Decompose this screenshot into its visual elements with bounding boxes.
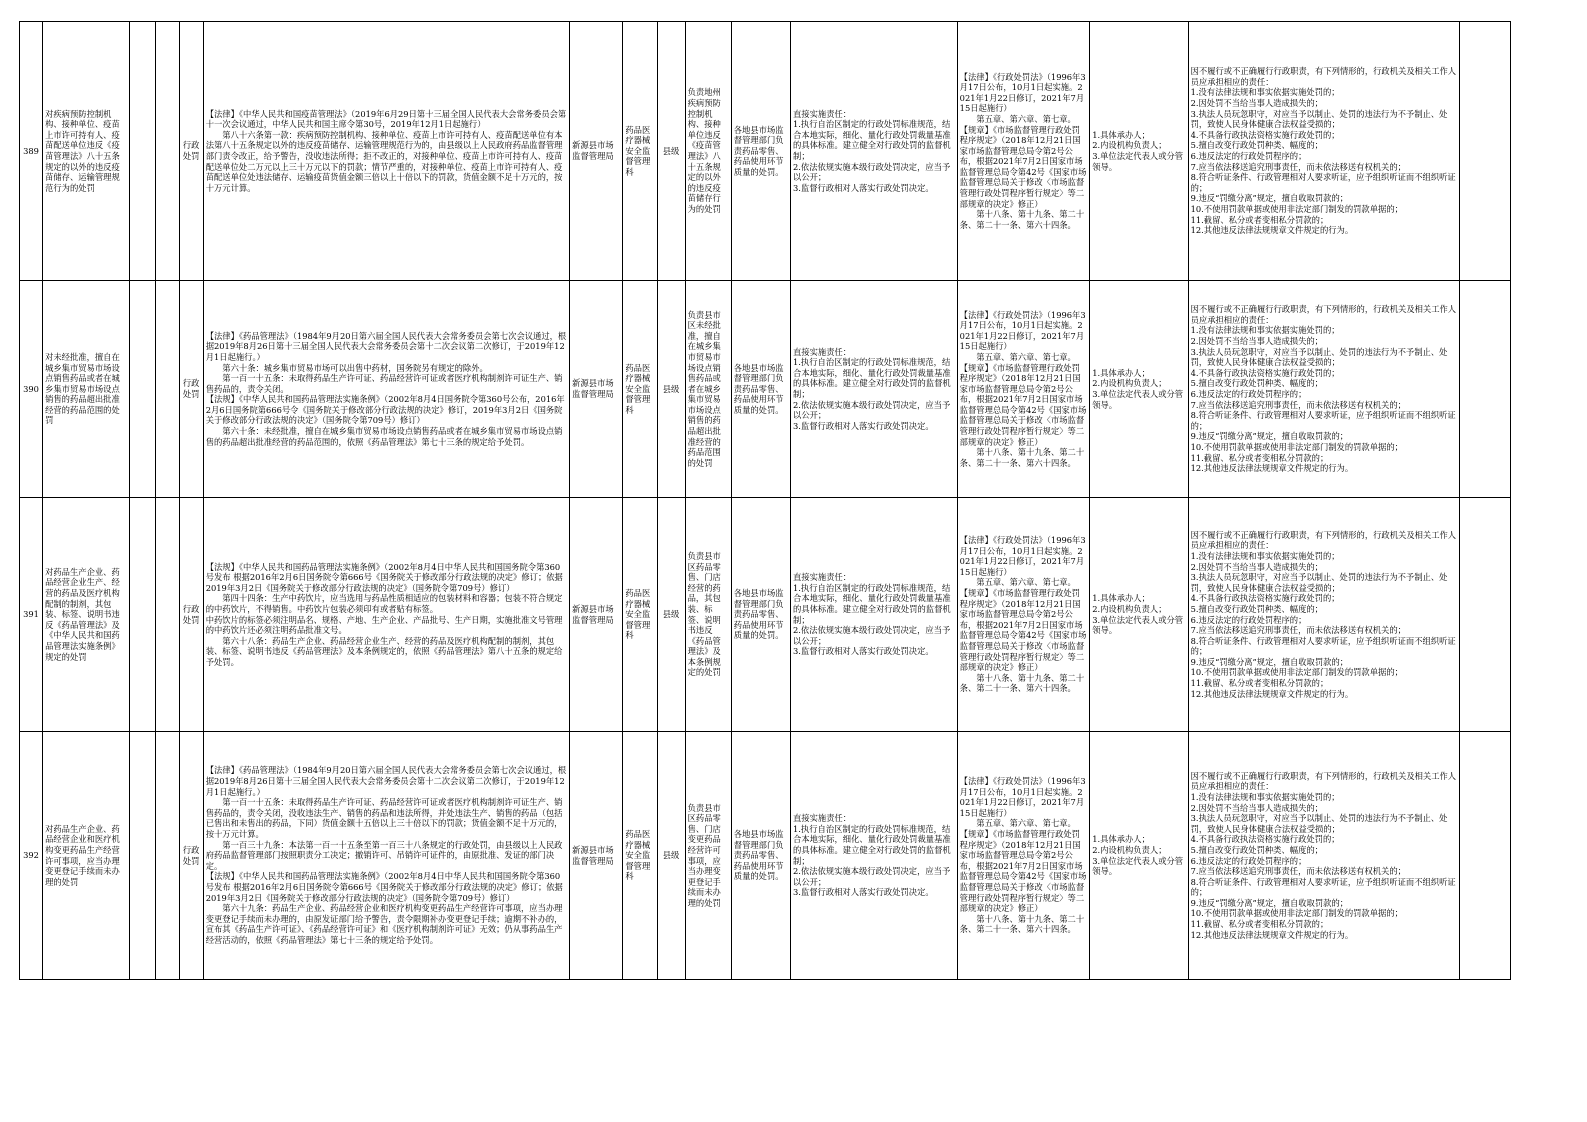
power-list-table xyxy=(19,21,1511,980)
power-type: 行政处罚 xyxy=(179,22,203,281)
legal-basis: 【法律】《中华人民共和国疫苗管理法》（2019年6月29日第十三届全国人民代表大会常务委员会第十一次会议通过，中华人民共和国主席令第30号，2019年12月1日起施行） 第八十六条第一款：疾病预防控制机构、接种单位、疫苗上市许可持有人、疫苗配送单位有本法第八十五条规定以外的违反疫苗储存、运输管理规范行为的，由县级以上人民政府药品监督管理部门责令改正，给予警告，没收违法所得；拒不改正的，对接种单位、疫苗上市许可持有人、疫苗配送单位处二万元以上三十万元以下的罚款；情节严重的，对接种单位、疫苗上市许可持有人、疫苗配送单位处违法储存、运输疫苗货值金额三倍以上十倍以下的罚款，货值金额不足十万元的，按十万元计算。 xyxy=(203,22,569,281)
accountability-situations: 因不履行或不正确履行行政职责，有下列情形的，行政机关及相关工作人员应承担相应的责任： 1.没有法律法规和事实依据实施处罚的； 2.因处罚不当给当事人造成损失的； 3.执法人员玩忽职守，对应当予以制止、处罚的违法行为不予制止、处罚，致使人民身体健康合法权益受损的； 4.不具备行政执法资格实施行政处罚的； 5.擅自改变行政处罚种类、幅度的； 6.违反法定的行政处罚程序的； 7.应当依法移送追究刑事责任，而未依法移送有权机关的； 8.符合听证条件、行政管理相对人要求听证，应予组织听证而不组织听证的； 9.违反“罚缴分离”规定，擅自收取罚款的； 10.不使用罚款单据或使用非法定部门制发的罚款单据的； 11.截留、私分或者变相私分罚款的； 12.其他违反法律法规规章文件规定的行为。 xyxy=(1188,22,1459,281)
legal-basis: 【法律】《药品管理法》（1984年9月20日第六届全国人民代表大会常务委员会第七次会议通过，根据2019年8月26日第十三届全国人民代表大会常务委员会第十二次会议第二次修订，于2019年12月1日起施行。） 第六十条：城乡集市贸易市场可以出售中药材，国务院另有规定的除外。 第一百一十五条：未取得药品生产许可证、药品经营许可证或者医疗机构制剂许可证生产、销售药品的，责令关闭。 【法规】《中华人民共和国药品管理法实施条例》（2002年8月4日国务院令第360号公布，2016年2月6日国务院第666号令《国务院关于修改部分行政法规的决定》修订，2019年3月2日《国务院关于修改部分行政法规的决定》（国务院令第709号）修订） 第六十条：未经批准，擅自在城乡集市贸易市场设点销售药品或者在城乡集市贸易市场设点销售的药品超出批准经营的药品范围的，依照《药品管理法》第七十三条的规定给予处罚。 xyxy=(203,281,569,498)
power-type: 行政处罚 xyxy=(179,498,203,732)
county-division: 各地县市场监督管理部门负责药品零售、药品使用环节质量的处罚。 xyxy=(731,281,790,498)
county-division: 各地县市场监督管理部门负责药品零售、药品使用环节质量的处罚。 xyxy=(731,498,790,732)
item-name: 对药品生产企业、药品经营企业和医疗机构变更药品生产经营许可事项，应当办理变更登记手续而未办理的处罚 xyxy=(43,732,130,980)
empty-cell xyxy=(155,732,179,980)
duty-items: 直接实施责任： 1.执行自治区制定的行政处罚标准规范，结合本地实际，细化、量化行政处罚裁量基准的具体标准。建立健全对行政处罚的监督机制； 2.依法依规实施本级行政处罚决定，应当予以公开； 3.监督行政相对人落实行政处罚决定。 xyxy=(791,22,958,281)
power-type: 行政处罚 xyxy=(179,732,203,980)
legal-basis: 【法律】《药品管理法》（1984年9月20日第六届全国人民代表大会常务委员会第七次会议通过，根据2019年8月26日第十三届全国人民代表大会常务委员会第十二次会议第二次修订，于2019年12月1日起施行。） 第一百一十五条：未取得药品生产许可证、药品经营许可证或者医疗机构制剂许可证生产、销售药品的，责令关闭，没收违法生产、销售的药品和违法所得，并处违法生产、销售的药品（包括已售出和未售出的药品，下同）货值金额十五倍以上三十倍以下的罚款；货值金额不足十万元的，按十万元计算。 第一百三十九条：本法第一百一十五条至第一百三十八条规定的行政处罚，由县级以上人民政府药品监督管理部门按照职责分工决定；撤销许可、吊销许可证件的，由原批准、发证的部门决定。 【法规】《中华人民共和国药品管理法实施条例》（2002年8月4日中华人民共和国国务院令第360号发布 根据2016年2月6日国务院令第666号《国务院关于修改部分行政法规的决定》修订；依据2019年3月2日《国务院关于修改部分行政法规的决定》（国务院令第709号）修订） 第六十九条：药品生产企业、药品经营企业和医疗机构变更药品生产经营许可事项，应当办理变更登记手续而未办理的，由原发证部门给予警告，责令限期补办变更登记手续；逾期不补办的，宣布其《药品生产许可证》、《药品经营许可证》和《医疗机构制剂许可证》无效；仍从事药品生产经营活动的，依照《药品管理法》第七十三条的规定给予处罚。 xyxy=(203,732,569,980)
responsible-subject: 1.具体承办人； 2.内设机构负责人； 3.单位法定代表人或分管领导。 xyxy=(1090,281,1188,498)
remarks xyxy=(1459,732,1510,980)
implementing-department: 新源县市场监督管理局 xyxy=(570,22,623,281)
exercise-level: 县级 xyxy=(657,732,685,980)
jurisdiction-scope: 负责县市区未经批准，擅自在城乡集市贸易市场设点销售药品或者在城乡集市贸易市场设点销售的药品超出批准经营的药品范围的处罚 xyxy=(685,281,731,498)
responsible-subject: 1.具体承办人； 2.内设机构负责人； 3.单位法定代表人或分管领导。 xyxy=(1090,732,1188,980)
empty-cell xyxy=(130,732,155,980)
remarks xyxy=(1459,281,1510,498)
empty-cell xyxy=(155,22,179,281)
county-division: 各地县市场监督管理部门负责药品零售、药品使用环节质量的处罚。 xyxy=(731,732,790,980)
duty-legal-basis: 【法律】《行政处罚法》（1996年3月17日公布，10月1日起实施。2021年1月22日修订，2021年7月15日起施行） 第五章、第六章、第七章。 【规章】《市场监督管理行政处罚程序规定》（2018年12月21日国家市场监督管理总局令第2号公布，根据2021年7月2日国家市场监督管理总局令第42号《国家市场监督管理总局关于修改〈市场监督管理行政处罚程序暂行规定〉等二部规章的决定》修正） 第十八条、第十九条、第二十条、第二十一条、第六十四条。 xyxy=(957,281,1090,498)
jurisdiction-scope: 负责县市区药品零售、门店变更药品经营许可事项，应当办理变更登记手续而未办理的处罚 xyxy=(685,732,731,980)
exercise-level: 县级 xyxy=(657,498,685,732)
responsible-office: 药品医疗器械安全监督管理科 xyxy=(623,498,657,732)
responsible-subject: 1.具体承办人； 2.内设机构负责人； 3.单位法定代表人或分管领导。 xyxy=(1090,498,1188,732)
item-number: 389 xyxy=(20,22,43,281)
jurisdiction-scope: 负责地州疾病预防控制机构、接种单位违反《疫苗管理法》八十五条规定的以外的违反疫苗储存行为的处罚 xyxy=(685,22,731,281)
accountability-situations: 因不履行或不正确履行行政职责，有下列情形的，行政机关及相关工作人员应承担相应的责任： 1.没有法律法规和事实依据实施处罚的； 2.因处罚不当给当事人造成损失的； 3.执法人员玩忽职守，对应当予以制止、处罚的违法行为不予制止、处罚，致使人民身体健康合法权益受损的； 4.不具备行政执法资格实施行政处罚的； 5.擅自改变行政处罚种类、幅度的； 6.违反法定的行政处罚程序的； 7.应当依法移送追究刑事责任，而未依法移送有权机关的； 8.符合听证条件、行政管理相对人要求听证，应予组织听证而不组织听证的； 9.违反“罚缴分离”规定，擅自收取罚款的； 10.不使用罚款单据或使用非法定部门制发的罚款单据的； 11.截留、私分或者变相私分罚款的； 12.其他违反法律法规规章文件规定的行为。 xyxy=(1188,281,1459,498)
empty-cell xyxy=(130,281,155,498)
accountability-situations: 因不履行或不正确履行行政职责，有下列情形的，行政机关及相关工作人员应承担相应的责任： 1.没有法律法规和事实依据实施处罚的； 2.因处罚不当给当事人造成损失的； 3.执法人员玩忽职守，对应当予以制止、处罚的违法行为不予制止、处罚，致使人民身体健康合法权益受损的； 4.不具备行政执法资格实施行政处罚的； 5.擅自改变行政处罚种类、幅度的； 6.违反法定的行政处罚程序的； 7.应当依法移送追究刑事责任，而未依法移送有权机关的； 8.符合听证条件、行政管理相对人要求听证，应予组织听证而不组织听证的； 9.违反“罚缴分离”规定，擅自收取罚款的； 10.不使用罚款单据或使用非法定部门制发的罚款单据的； 11.截留、私分或者变相私分罚款的； 12.其他违反法律法规规章文件规定的行为。 xyxy=(1188,732,1459,980)
duty-items: 直接实施责任： 1.执行自治区制定的行政处罚标准规范，结合本地实际，细化、量化行政处罚裁量基准的具体标准。建立健全对行政处罚的监督机制； 2.依法依规实施本级行政处罚决定，应当予以公开； 3.监督行政相对人落实行政处罚决定。 xyxy=(791,498,958,732)
implementing-department: 新源县市场监督管理局 xyxy=(570,281,623,498)
legal-basis: 【法规】《中华人民共和国药品管理法实施条例》（2002年8月4日中华人民共和国国务院令第360号发布 根据2016年2月6日国务院令第666号《国务院关于修改部分行政法规的决定》修订；依据2019年3月2日《国务院关于修改部分行政法规的决定》（国务院令第709号）修订） 第四十四条：生产中药饮片，应当选用与药品性质相适应的包装材料和容器；包装不符合规定的中药饮片，不得销售。中药饮片包装必须印有或者贴有标签。 中药饮片的标签必须注明品名、规格、产地、生产企业、产品批号、生产日期，实施批准文号管理的中药饮片还必须注明药品批准文号。 第六十八条：药品生产企业、药品经营企业生产、经营的药品及医疗机构配制的制剂，其包装、标签、说明书违反《药品管理法》及本条例规定的，依照《药品管理法》第八十五条的规定给予处罚。 xyxy=(203,498,569,732)
table-row xyxy=(20,281,1511,498)
empty-cell xyxy=(155,281,179,498)
empty-cell xyxy=(130,498,155,732)
item-name: 对未经批准，擅自在城乡集市贸易市场设点销售药品或者在城乡集市贸易市场设点销售的药品超出批准经营的药品范围的处罚 xyxy=(43,281,130,498)
accountability-situations: 因不履行或不正确履行行政职责，有下列情形的，行政机关及相关工作人员应承担相应的责任： 1.没有法律法规和事实依据实施处罚的； 2.因处罚不当给当事人造成损失的； 3.执法人员玩忽职守，对应当予以制止、处罚的违法行为不予制止、处罚，致使人民身体健康合法权益受损的； 4.不具备行政执法资格实施行政处罚的； 5.擅自改变行政处罚种类、幅度的； 6.违反法定的行政处罚程序的； 7.应当依法移送追究刑事责任，而未依法移送有权机关的； 8.符合听证条件、行政管理相对人要求听证，应予组织听证而不组织听证的； 9.违反“罚缴分离”规定，擅自收取罚款的； 10.不使用罚款单据或使用非法定部门制发的罚款单据的； 11.截留、私分或者变相私分罚款的； 12.其他违反法律法规规章文件规定的行为。 xyxy=(1188,498,1459,732)
responsible-office: 药品医疗器械安全监督管理科 xyxy=(623,281,657,498)
jurisdiction-scope: 负责县市区药品零售、门店经营的药品，其包装、标签、说明书违反《药品管理法》及本条例规定的处罚 xyxy=(685,498,731,732)
remarks xyxy=(1459,22,1510,281)
county-division: 各地县市场监督管理部门负责药品零售、药品使用环节质量的处罚。 xyxy=(731,22,790,281)
item-number: 390 xyxy=(20,281,43,498)
empty-cell xyxy=(130,22,155,281)
table-row xyxy=(20,22,1511,281)
duty-legal-basis: 【法律】《行政处罚法》（1996年3月17日公布，10月1日起实施。2021年1月22日修订，2021年7月15日起施行） 第五章、第六章、第七章。 【规章】《市场监督管理行政处罚程序规定》（2018年12月21日国家市场监督管理总局令第2号公布，根据2021年7月2日国家市场监督管理总局令第42号《国家市场监督管理总局关于修改〈市场监督管理行政处罚程序暂行规定〉等二部规章的决定》修正） 第十八条、第十九条、第二十条、第二十一条、第六十四条。 xyxy=(957,498,1090,732)
duty-items: 直接实施责任： 1.执行自治区制定的行政处罚标准规范，结合本地实际，细化、量化行政处罚裁量基准的具体标准。建立健全对行政处罚的监督机制； 2.依法依规实施本级行政处罚决定，应当予以公开； 3.监督行政相对人落实行政处罚决定。 xyxy=(791,281,958,498)
duty-items: 直接实施责任： 1.执行自治区制定的行政处罚标准规范，结合本地实际，细化、量化行政处罚裁量基准的具体标准。建立健全对行政处罚的监督机制； 2.依法依规实施本级行政处罚决定，应当予以公开； 3.监督行政相对人落实行政处罚决定。 xyxy=(791,732,958,980)
item-name: 对疾病预防控制机构、接种单位、疫苗上市许可持有人、疫苗配送单位违反《疫苗管理法》八十五条规定的以外的违反疫苗储存、运输管理规范行为的处罚 xyxy=(43,22,130,281)
table-row xyxy=(20,732,1511,980)
item-number: 392 xyxy=(20,732,43,980)
duty-legal-basis: 【法律】《行政处罚法》（1996年3月17日公布，10月1日起实施。2021年1月22日修订，2021年7月15日起施行） 第五章、第六章、第七章。 【规章】《市场监督管理行政处罚程序规定》（2018年12月21日国家市场监督管理总局令第2号公布，根据2021年7月2日国家市场监督管理总局令第42号《国家市场监督管理总局关于修改〈市场监督管理行政处罚程序暂行规定〉等二部规章的决定》修正） 第十八条、第十九条、第二十条、第二十一条、第六十四条。 xyxy=(957,732,1090,980)
responsible-office: 药品医疗器械安全监督管理科 xyxy=(623,732,657,980)
table-row xyxy=(20,498,1511,732)
item-name: 对药品生产企业、药品经营企业生产、经营的药品及医疗机构配制的制剂，其包装、标签、说明书违反《药品管理法》及《中华人民共和国药品管理法实施条例》规定的处罚 xyxy=(43,498,130,732)
responsible-subject: 1.具体承办人； 2.内设机构负责人； 3.单位法定代表人或分管领导。 xyxy=(1090,22,1188,281)
remarks xyxy=(1459,498,1510,732)
item-number: 391 xyxy=(20,498,43,732)
implementing-department: 新源县市场监督管理局 xyxy=(570,498,623,732)
implementing-department: 新源县市场监督管理局 xyxy=(570,732,623,980)
duty-legal-basis: 【法律】《行政处罚法》（1996年3月17日公布，10月1日起实施。2021年1月22日修订，2021年7月15日起施行） 第五章、第六章、第七章。 【规章】《市场监督管理行政处罚程序规定》（2018年12月21日国家市场监督管理总局令第2号公布，根据2021年7月2日国家市场监督管理总局令第42号《国家市场监督管理总局关于修改〈市场监督管理行政处罚程序暂行规定〉等二部规章的决定》修正） 第十八条、第十九条、第二十条、第二十一条、第六十四条。 xyxy=(957,22,1090,281)
empty-cell xyxy=(155,498,179,732)
exercise-level: 县级 xyxy=(657,281,685,498)
exercise-level: 县级 xyxy=(657,22,685,281)
responsible-office: 药品医疗器械安全监督管理科 xyxy=(623,22,657,281)
power-type: 行政处罚 xyxy=(179,281,203,498)
